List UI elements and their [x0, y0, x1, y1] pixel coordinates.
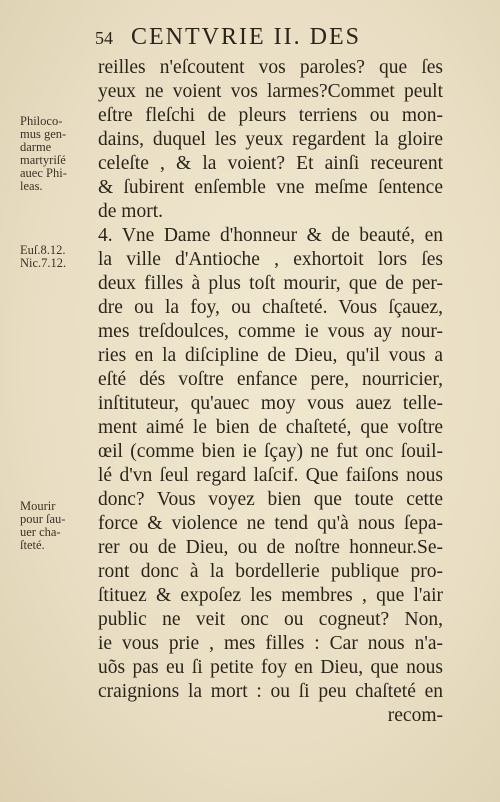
text-line: de mort. — [98, 201, 163, 222]
text-line: deux filles à plus toſt mourir, que de per- — [98, 273, 443, 294]
margin-note-eusebius: Euſ.8.12. Nic.7.12. — [20, 243, 67, 270]
margin-note-mourir: Mourir pour ſau- uer cha- ſteté. — [20, 499, 66, 552]
text-line: uõs pas eu ſi petite foy en Dieu, que nous — [98, 657, 443, 678]
text-line: force & violence ne tend qu'à nous ſepa- — [98, 513, 443, 534]
text-line: & ſubirent enſemble vne meſme ſentence — [98, 177, 443, 198]
catchword: recom- — [387, 705, 443, 726]
text-line: celeſte , & la voient? Et ainſi receurent — [98, 153, 443, 174]
text-line: eſtre fleſchi de pleurs terriens ou mon- — [98, 105, 443, 126]
text-line: craignions la mort : ou ſi peu chaſteté en — [98, 681, 443, 702]
text-line: dre ou la foy, ou chaſteté. Vous ſçauez, — [98, 297, 443, 318]
margin-note-philocomus: Philoco- mus gen- darme martyriſé auec Phi- leas. — [20, 114, 67, 193]
text-line: mes treſdoulces, comme ie vous ay nour- — [98, 321, 443, 342]
text-line: eſté dés voſtre enfance pere, nourricier, — [98, 369, 443, 390]
text-line: reilles n'eſcoutent vos paroles? que ſes — [98, 57, 443, 78]
text-line: ment aimé le bien de chaſteté, que voſtre — [98, 417, 443, 438]
text-line: ſtituez & expoſez les membres , que l'air — [98, 585, 443, 606]
text-line: ries en la diſcipline de Dieu, qu'il vous a — [98, 345, 443, 366]
text-line: la ville d'Antioche , exhortoit lors ſes — [98, 249, 443, 270]
body-text — [98, 56, 443, 728]
text-line: donc? Vous voyez bien que toute cette — [98, 489, 443, 510]
text-line: inſtituteur, qu'auec moy vous auez telle- — [98, 393, 443, 414]
running-title: CENTVRIE II. DES — [131, 24, 361, 50]
text-line: public ne veit onc ou cogneut? Non, — [98, 609, 443, 630]
text-line: ie vous prie , mes filles : Car nous n'a- — [98, 633, 443, 654]
running-header — [95, 24, 425, 52]
text-line: yeux ne voient vos larmes?Commet peult — [98, 81, 443, 102]
text-line: œil (comme bien ie ſçay) ne fut onc ſouil- — [98, 441, 443, 462]
text-line: ront donc à la bordellerie publique pro- — [98, 561, 443, 582]
text-line: rer ou de Dieu, ou de noſtre honneur.Se- — [98, 537, 443, 558]
text-line: lé d'vn ſeul regard laſcif. Que faiſons nous — [98, 465, 443, 486]
text-line: dains, duquel les yeux regardent la gloire — [98, 129, 443, 150]
page-number: 54 — [95, 28, 113, 48]
text-line: 4. Vne Dame d'honneur & de beauté, en — [98, 225, 443, 246]
